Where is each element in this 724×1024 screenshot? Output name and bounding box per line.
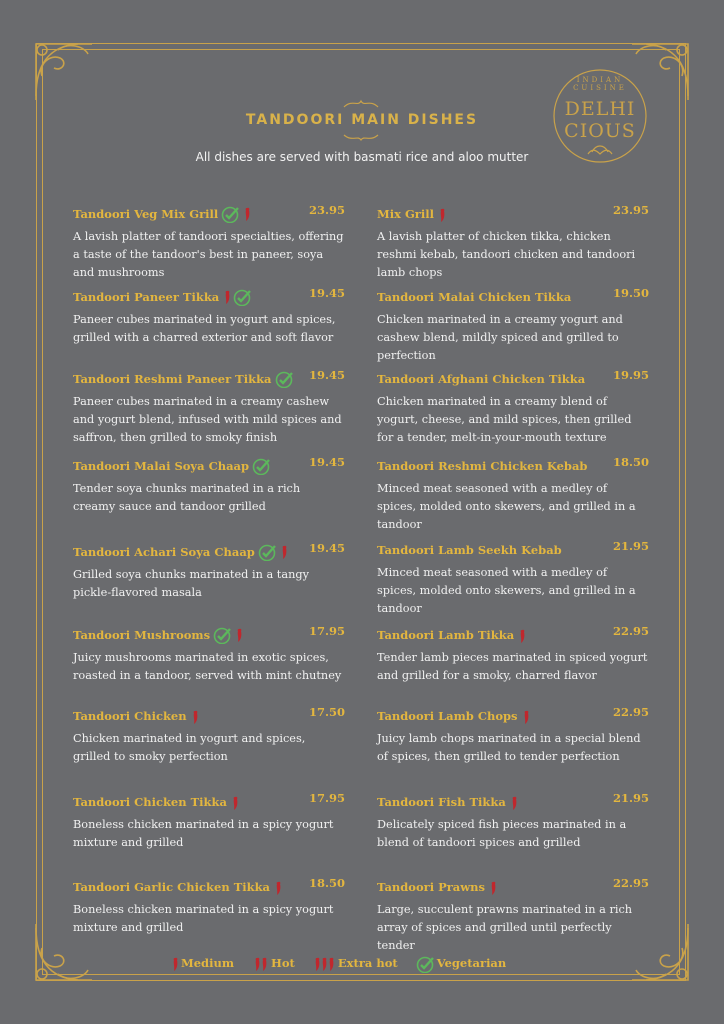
menu-item-name: Tandoori Garlic Chicken Tikka [73, 880, 271, 894]
menu-item-price: 17.95 [308, 791, 345, 805]
menu-item-name: Tandoori Reshmi Chicken Kebab [377, 459, 588, 473]
menu-item-description: Tender soya chunks marinated in a rich creamy sauce and tandoor grilled [73, 482, 301, 513]
menu-item [73, 791, 345, 852]
logo-arc-text: INDIAN CUISINE [573, 76, 627, 92]
menu-item-description: Chicken marinated in yogurt and spices, grilled to smoky perfection [73, 732, 306, 763]
menu-item-name: Mix Grill [377, 207, 434, 221]
veg-icon [221, 205, 241, 223]
menu-item [73, 541, 345, 602]
menu-item-price: 18.50 [612, 455, 649, 469]
menu-item-icons [258, 542, 290, 562]
menu-item-icons [252, 456, 273, 476]
menu-item-name: Tandoori Chicken [73, 709, 187, 723]
menu-item-description: Boneless chicken marinated in a spicy yogurt mixture and grilled [73, 818, 334, 849]
legend-extra-hot: Extra hot [313, 956, 402, 970]
page-title: TANDOORI MAIN DISHES [245, 112, 479, 128]
menu-item-price: 19.50 [612, 286, 649, 300]
menu-item-name: Tandoori Malai Soya Chaap [73, 459, 250, 473]
title-flourish-icon [342, 97, 380, 109]
menu-item-price: 19.45 [308, 541, 345, 555]
veg-icon [416, 955, 436, 973]
menu-item [377, 791, 649, 852]
chili-icon [437, 207, 447, 223]
menu-item-price: 23.95 [612, 203, 649, 217]
chili-icon [242, 206, 252, 222]
menu-item-description: A lavish platter of chicken tikka, chicken reshmi kebab, tandoori chicken and tandoori lamb chops [377, 230, 636, 279]
menu-item [377, 705, 649, 766]
menu-item-description: Paneer cubes marinated in a creamy cashew and yogurt blend, infused with mild spices and saffron, then grilled to smoky finish [73, 395, 342, 444]
chili-icon [509, 795, 519, 811]
triple-chili-icon [313, 956, 337, 972]
veg-icon [213, 626, 233, 644]
chili-icon [170, 956, 180, 972]
menu-item [377, 876, 649, 955]
menu-item [73, 203, 345, 282]
menu-item-name: Tandoori Paneer Tikka [73, 290, 220, 304]
menu-item-price: 21.95 [612, 791, 649, 805]
menu-item-icons [222, 287, 254, 307]
menu-item [377, 455, 649, 534]
menu-item-price: 18.50 [308, 876, 345, 890]
menu-item-icons [488, 877, 499, 896]
menu-item-price: 19.45 [308, 286, 345, 300]
menu-item-icons [521, 706, 532, 725]
menu-item-description: Juicy mushrooms marinated in exotic spices, roasted in a tandoor, served with mint chutney [73, 651, 342, 682]
menu-item-description: Chicken marinated in a creamy blend of yogurt, cheese, and mild spices, then grilled for a tender, melt-in-your-mouth texture [377, 395, 632, 444]
menu-item-price: 22.95 [612, 624, 649, 638]
menu-item-icons [437, 204, 448, 223]
chili-icon [190, 709, 200, 725]
menu-item-description: Minced meat seasoned with a medley of spices, molded onto skewers, and grilled in a tandoor [377, 566, 636, 615]
menu-item-name: Tandoori Fish Tikka [377, 795, 506, 809]
legend-vegetarian: Vegetarian [416, 956, 507, 970]
logo-line-1: DELHI [564, 98, 636, 120]
spice-legend [170, 955, 520, 973]
veg-icon [233, 288, 253, 306]
menu-item [377, 539, 649, 618]
menu-item-price: 17.95 [308, 624, 345, 638]
veg-icon [252, 457, 272, 475]
menu-item [73, 705, 345, 766]
menu-item [73, 876, 345, 937]
menu-item-name: Tandoori Mushrooms [73, 628, 211, 642]
menu-item-icons [221, 204, 253, 224]
menu-item-price: 23.95 [308, 203, 345, 217]
menu-item-name: Tandoori Achari Soya Chaap [73, 545, 255, 559]
menu-item-name: Tandoori Malai Chicken Tikka [377, 290, 572, 304]
menu-item-icons [273, 877, 284, 896]
chili-icon [517, 628, 527, 644]
chili-icon [279, 544, 289, 560]
menu-item-price: 19.95 [612, 368, 649, 382]
chili-icon [488, 880, 498, 896]
menu-item-description: Tender lamb pieces marinated in spiced yogurt and grilled for a smoky, charred flavor [377, 651, 648, 682]
menu-item [377, 368, 649, 447]
menu-item [377, 286, 649, 365]
menu-item-price: 19.45 [308, 455, 345, 469]
chili-icon [273, 880, 283, 896]
legend-medium: Medium [170, 956, 238, 970]
menu-item [73, 455, 345, 516]
veg-icon [275, 370, 295, 388]
menu-item [377, 203, 649, 282]
menu-item-description: Delicately spiced fish pieces marinated in a blend of tandoori spices and grilled [377, 818, 627, 849]
menu-item-name: Tandoori Reshmi Paneer Tikka [73, 372, 272, 386]
menu-item-price: 19.45 [308, 368, 345, 382]
menu-item [377, 624, 649, 685]
veg-icon [258, 543, 278, 561]
ornament-top-left-icon [28, 36, 98, 106]
menu-item-icons [517, 625, 528, 644]
menu-item-name: Tandoori Veg Mix Grill [73, 207, 219, 221]
menu-item-name: Tandoori Lamb Tikka [377, 628, 515, 642]
menu-item-description: Grilled soya chunks marinated in a tangy pickle-flavored masala [73, 568, 309, 599]
menu-item-name: Tandoori Chicken Tikka [73, 795, 227, 809]
menu-item-description: Paneer cubes marinated in yogurt and spices, grilled with a charred exterior and soft flavor [73, 313, 336, 344]
menu-item-description: Juicy lamb chops marinated in a special blend of spices, then grilled to tender perfection [377, 732, 641, 763]
chili-icon [230, 795, 240, 811]
chili-icon [234, 627, 244, 643]
chili-icon [521, 709, 531, 725]
page-subtitle: All dishes are served with basmati rice and aloo mutter [195, 150, 529, 164]
menu-item-description: Large, succulent prawns marinated in a rich array of spices and grilled until perfectly tender [377, 903, 633, 952]
menu-item [73, 624, 345, 685]
menu-item-description: Boneless chicken marinated in a spicy yogurt mixture and grilled [73, 903, 334, 934]
menu-item-price: 17.50 [308, 705, 345, 719]
chili-icon [222, 289, 232, 305]
menu-item-name: Tandoori Lamb Seekh Kebab [377, 543, 562, 557]
menu-item-price: 22.95 [612, 876, 649, 890]
menu-item-price: 22.95 [612, 705, 649, 719]
menu-item-description: A lavish platter of tandoori specialties, offering a taste of the tandoor's best in paneer, soya and mushrooms [73, 230, 344, 279]
menu-item [73, 286, 345, 347]
menu-item-description: Chicken marinated in a creamy yogurt and cashew blend, mildly spiced and grilled to perfection [377, 313, 623, 362]
menu-item-icons [190, 706, 201, 725]
menu-item-icons [230, 792, 241, 811]
menu-item-icons [509, 792, 520, 811]
menu-item-icons [275, 369, 296, 389]
double-chili-icon [252, 956, 270, 972]
menu-item-price: 21.95 [612, 539, 649, 553]
legend-hot: Hot [252, 956, 299, 970]
menu-item-name: Tandoori Prawns [377, 880, 485, 894]
menu-item-name: Tandoori Lamb Chops [377, 709, 518, 723]
title-underline-flourish-icon [342, 133, 380, 143]
logo-line-2: CIOUS [564, 120, 636, 142]
menu-item-icons [213, 625, 245, 645]
menu-item-description: Minced meat seasoned with a medley of spices, molded onto skewers, and grilled in a tandoor [377, 482, 636, 531]
menu-item [73, 368, 345, 447]
menu-item-name: Tandoori Afghani Chicken Tikka [377, 372, 586, 386]
